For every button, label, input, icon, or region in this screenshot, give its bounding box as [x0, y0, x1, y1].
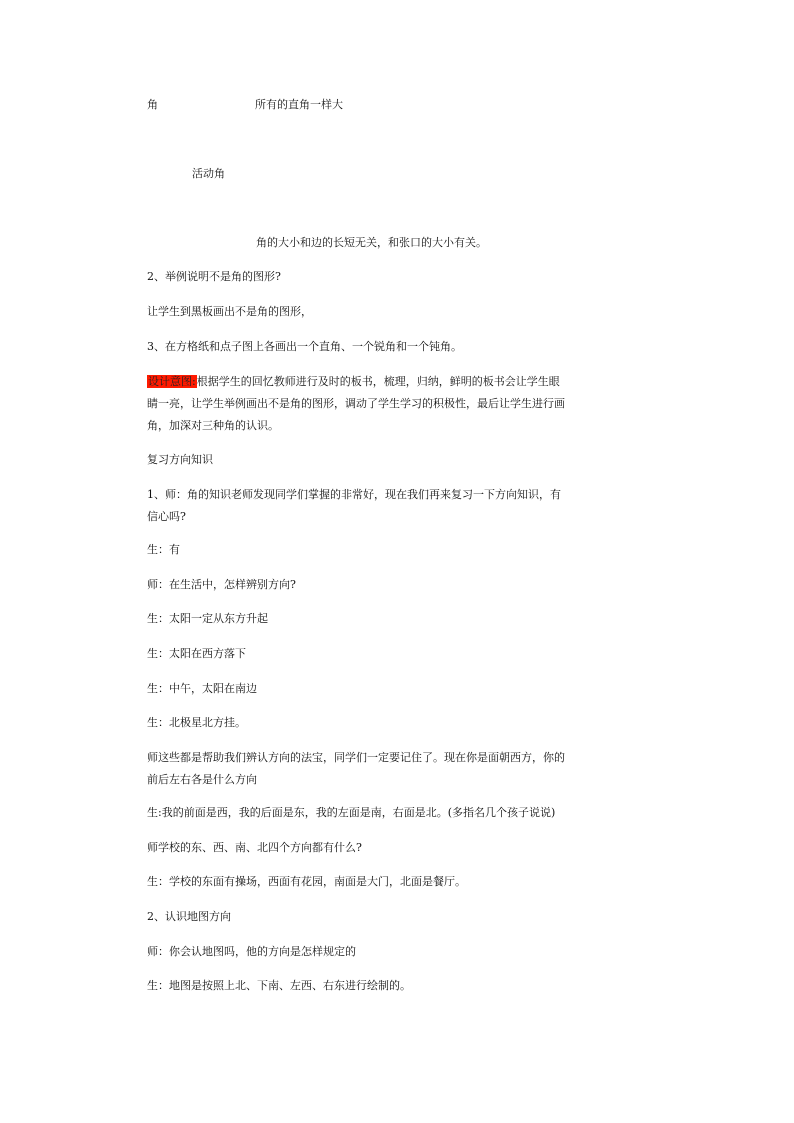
- activity-label: 活动角: [192, 167, 225, 180]
- design-intent-text-1: 根据学生的回忆教师进行及时的板书，梳理，归纳，鲜明的板书会让学生眼: [196, 375, 560, 388]
- dialog-q4: 师：你会认地图吗，他的方向是怎样规定的: [147, 945, 356, 958]
- design-intent-line-1: [147, 374, 560, 390]
- dialog-a4: 生：中午，太阳在南边: [147, 682, 257, 695]
- dialog-a6: 生:我的前面是西，我的后面是东，我的左面是南，右面是北。(多指名几个孩子说说): [147, 806, 556, 819]
- dialog-q2: 师：在生活中，怎样辨别方向?: [147, 578, 296, 591]
- dialog-a5: 生：北极星北方挂。: [147, 716, 246, 729]
- design-intent-label: 设计意图:: [148, 375, 196, 388]
- students-draw-text: 让学生到黑板画出不是角的图形，: [147, 305, 312, 318]
- dialog-a8: 生：地图是按照上北、下南、左西、右东进行绘制的。: [147, 979, 411, 992]
- design-intent-line-3: 角，加深对三种角的认识。: [147, 419, 279, 432]
- design-intent-line-2: 睛一亮，让学生举例画出不是角的图形，调动了学生学习的积极性，最后让学生进行画: [147, 397, 565, 410]
- right-angle-note: 所有的直角一样大: [255, 98, 343, 111]
- dialog-t1-line-1: 师这些都是帮助我们辨认方向的法宝，同学们一定要记住了。现在你是面朝西方，你的: [147, 751, 565, 764]
- dialog-a7: 生：学校的东面有操场，西面有花园，南面是大门，北面是餐厅。: [147, 875, 466, 888]
- review-title: 复习方向知识: [147, 453, 213, 466]
- dialog-q1-line-1: 1、师：角的知识老师发现同学们掌握的非常好，现在我们再来复习一下方向知识，有: [147, 488, 561, 501]
- dialog-t1-line-2: 前后左右各是什么方向: [147, 773, 257, 786]
- header-row: [147, 97, 343, 113]
- section-3-heading: 3、在方格纸和点子图上各画出一个直角、一个锐角和一个钝角。: [147, 340, 462, 353]
- dialog-q3: 师学校的东、西、南、北四个方向都有什么?: [147, 841, 362, 854]
- angle-heading: 角: [147, 98, 158, 111]
- dialog-a1: 生：有: [147, 543, 180, 556]
- dialog-a3: 生：太阳在西方落下: [147, 647, 246, 660]
- dialog-a2: 生：太阳一定从东方升起: [147, 612, 268, 625]
- section-2-heading: 2、举例说明不是角的图形?: [147, 270, 281, 283]
- conclusion-text: 角的大小和边的长短无关，和张口的大小有关。: [256, 236, 487, 249]
- section-2b-heading: 2、认识地图方向: [147, 910, 231, 923]
- dialog-q1-line-2: 信心吗?: [147, 510, 186, 523]
